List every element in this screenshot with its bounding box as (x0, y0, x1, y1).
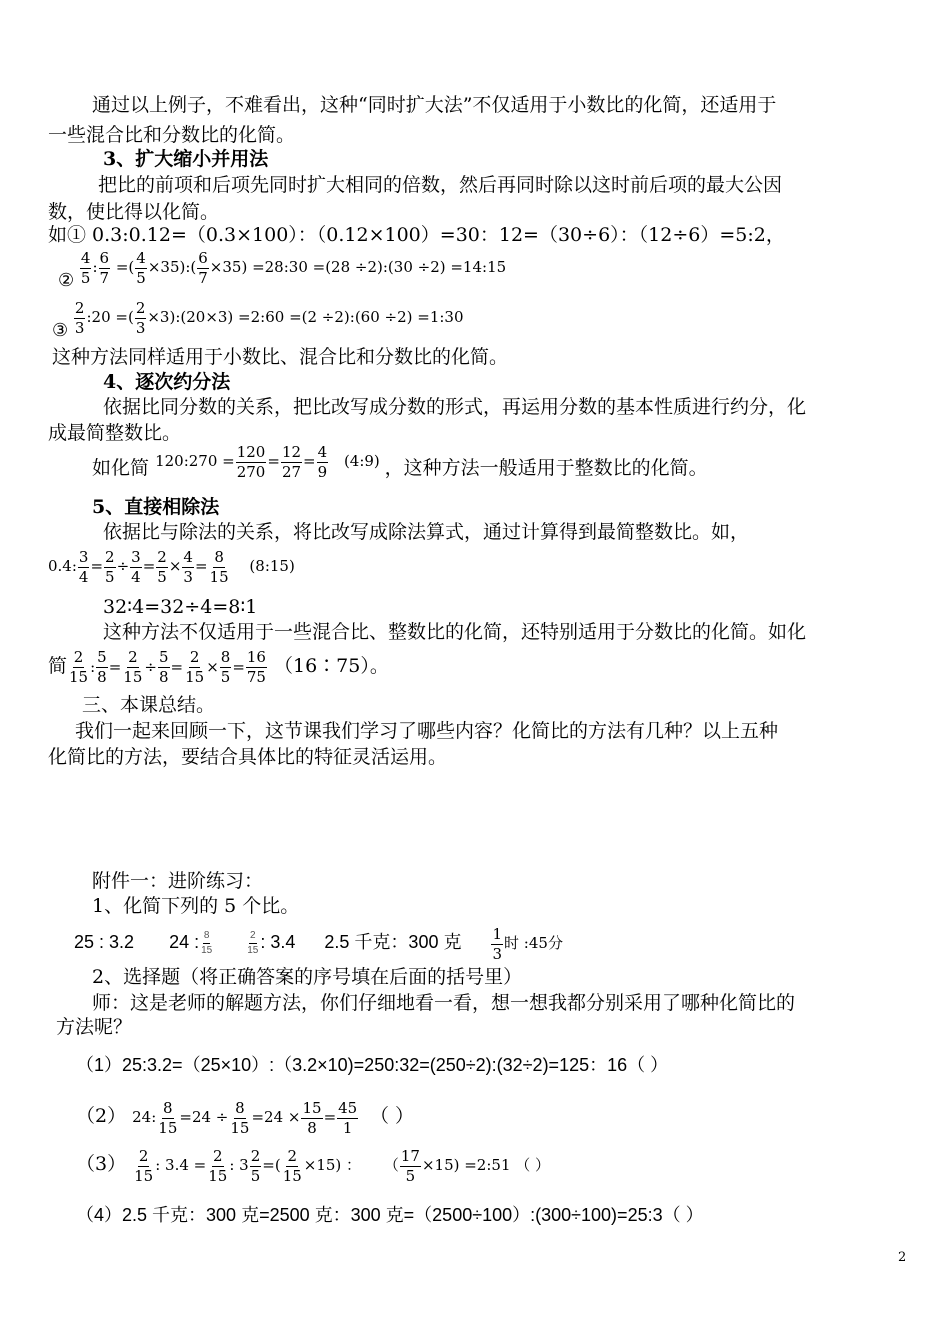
fraction-5-8-b: $\frac{5}{8}$ (158, 647, 169, 686)
question-2-text-line2: 方法呢？ (56, 1016, 133, 1038)
section-3-title: 三、本课总结。 (82, 694, 216, 716)
fraction-8-15: $\frac{8}{15}$ (209, 547, 229, 586)
example-4: 如化简 $^{120:270 = \frac{120}{270} = \frac{12}{27} = \frac{4}{9} (4:9)}$ ，这种方法一般适用于整数比的化简。 (92, 442, 708, 481)
fraction-3-4-b: $\frac{3}{4}$ (131, 547, 141, 586)
question-1: 1、化简下列的 5 个比。 (92, 895, 300, 917)
example-3: ③ $\frac{2}{3}$ :20 =( $\frac{2}{3}$ ×3):(20×3) =2:60 =(2 ÷2):(60 ÷2) =1:30 (52, 298, 464, 341)
fraction-5-8: $\frac{5}{8}$ (97, 647, 107, 686)
heading-method-5: 5、直接相除法 (92, 496, 220, 518)
heading-method-3: 3、扩大缩小并用法 (103, 148, 269, 170)
summary-line1: 我们一起来回顾一下，这节课我们学习了哪些内容？化简比的方法有几种？以上五种 (75, 720, 779, 742)
paragraph-intro-line1: 通过以上例子，不难看出，这种“同时扩大法”不仅适用于小数比的化简，还适用于 (92, 94, 777, 116)
fraction-6-7: $\frac{6}{7}$ (99, 248, 110, 287)
fraction-2-5: $\frac{2}{5}$ (105, 547, 115, 586)
summary-line2: 化简比的方法，要结合具体比的特征灵活运用。 (48, 746, 448, 768)
fraction-2-3-b: $\frac{2}{3}$ (135, 298, 146, 337)
example-1: 如① 0.3:0.12=（0.3×100）：（0.12×100）=30：12=（30÷6）：（12÷6）=5:2， (48, 224, 785, 246)
q1-item-d: 2.5 千克：300 克 (324, 932, 462, 952)
example-2: ② $\frac{4}{5}$ : $\frac{6}{7}$ =( $\frac{4}{5}$ ×35):( $\frac{6}{7}$ ×35) =28:30 =(28 ÷2):(30 ÷2) =14:15 (58, 248, 507, 291)
fraction-2-15-b: $\frac{2}{15}$ (123, 647, 143, 686)
fraction-2-15-c: $\frac{2}{15}$ (185, 647, 205, 686)
question-2-text-line1: 师：这是老师的解题方法，你们仔细地看一看，想一想我都分别采用了哪种化简比的 (92, 992, 796, 1014)
example-5: 0.4: $\frac{3}{4}$ = $\frac{2}{5}$ ÷ $\frac{3}{4}$ = $\frac{2}{5}$ × $\frac{4}{3}$ = $\frac{8}{15}$ (8:15) (48, 547, 295, 586)
fraction-8-5: $\frac{8}{5}$ (220, 647, 231, 686)
fraction-4-9: $\frac{4}{9}$ (317, 442, 328, 481)
paragraph-method-3-line2: 数，使比得以化简。 (48, 201, 220, 223)
paragraph-method-3-line1: 把比的前项和后项先同时扩大相同的倍数，然后再同时除以这时前后项的最大公因 (98, 174, 783, 196)
fraction-120-270: $\frac{120}{270}$ (236, 442, 266, 481)
option-3: （3） $\frac{2}{15}$ : 3.4 = $\frac{2}{15}$ : 3 $\frac{2}{5}$ =( $\frac{2}{15}$ ×15) ： （ $\frac{17}{5}$ ×15) =2:51 （ ） (76, 1146, 551, 1185)
paragraph-method-5-line2: 这种方法不仅适用于一些混合比、整数比的化简，还特别适用于分数比的化简。如化 (103, 621, 807, 643)
option-1: （1）25:3.2=（25×10）:（3.2×10)=250:32=(250÷2):(32÷2)=125：16（ ） (76, 1055, 669, 1075)
fraction-4-5: $\frac{4}{5}$ (80, 248, 91, 287)
q1-item-c: $\frac{2}{15}$ : 3.4 (247, 929, 296, 956)
example-6: 简 $\frac{2}{15}$ : $\frac{5}{8}$ = $\frac{2}{15}$ ÷ $\frac{5}{8}$ = $\frac{2}{15}$ × $\frac{8}{5}$ = $\frac{16}{75}$ （16∶75）。 (48, 647, 389, 686)
heading-method-4: 4、逐次约分法 (103, 371, 231, 393)
fraction-12-27: $\frac{12}{27}$ (281, 442, 302, 481)
paragraph-method-5-line1: 依据比与除法的关系，将比改写成除法算式，通过计算得到最简整数比。如， (103, 521, 750, 543)
fraction-2-15: $\frac{2}{15}$ (69, 647, 89, 686)
fraction-2-5-b: $\frac{2}{5}$ (157, 547, 167, 586)
question-1-items (74, 920, 934, 965)
question-2: 2、选择题（将正确答案的序号填在后面的括号里） (92, 966, 523, 988)
paragraph-method-4-line1: 依据比同分数的关系，把比改写成分数的形式，再运用分数的基本性质进行约分，化 (103, 396, 807, 418)
fraction-16-75: $\frac{16}{75}$ (246, 647, 266, 686)
fraction-6-7-b: $\frac{6}{7}$ (198, 248, 208, 287)
paragraph-method-3-end: 这种方法同样适用于小数比、混合比和分数比的化简。 (52, 346, 509, 368)
fraction-2-3: $\frac{2}{3}$ (74, 298, 85, 337)
circled-3: ③ (52, 320, 69, 341)
option-4: （4）2.5 千克：300 克=2500 克：300 克=（2500÷100）:(300÷100)=25:3（ ） (76, 1205, 704, 1225)
paragraph-intro-line2: 一些混合比和分数比的化简。 (48, 124, 296, 146)
q1-item-b: 24 : $\frac{8}{15}$ (169, 929, 213, 956)
paragraph-method-4-line2: 成最简整数比。 (48, 422, 182, 444)
fraction-4-3: $\frac{4}{3}$ (183, 547, 193, 586)
q1-item-a: 25 : 3.2 (74, 932, 135, 952)
option-2: （2） 24: $\frac{8}{15}$ =24 ÷ $\frac{8}{15}$ =24 × $\frac{15}{8}$ = $\frac{45}{1}$ （ ） (76, 1098, 415, 1137)
q1-item-e: $\frac{1}{3}$ 时 :45分 (492, 924, 563, 963)
fraction-3-4: $\frac{3}{4}$ (78, 547, 89, 586)
circled-2: ② (58, 270, 75, 291)
fraction-4-5-b: $\frac{4}{5}$ (136, 248, 146, 287)
attachment-title: 附件一：进阶练习： (92, 870, 264, 892)
page-number: 2 (898, 1250, 907, 1265)
example-5-integer: 32∶4=32÷4=8∶1 (103, 596, 258, 618)
